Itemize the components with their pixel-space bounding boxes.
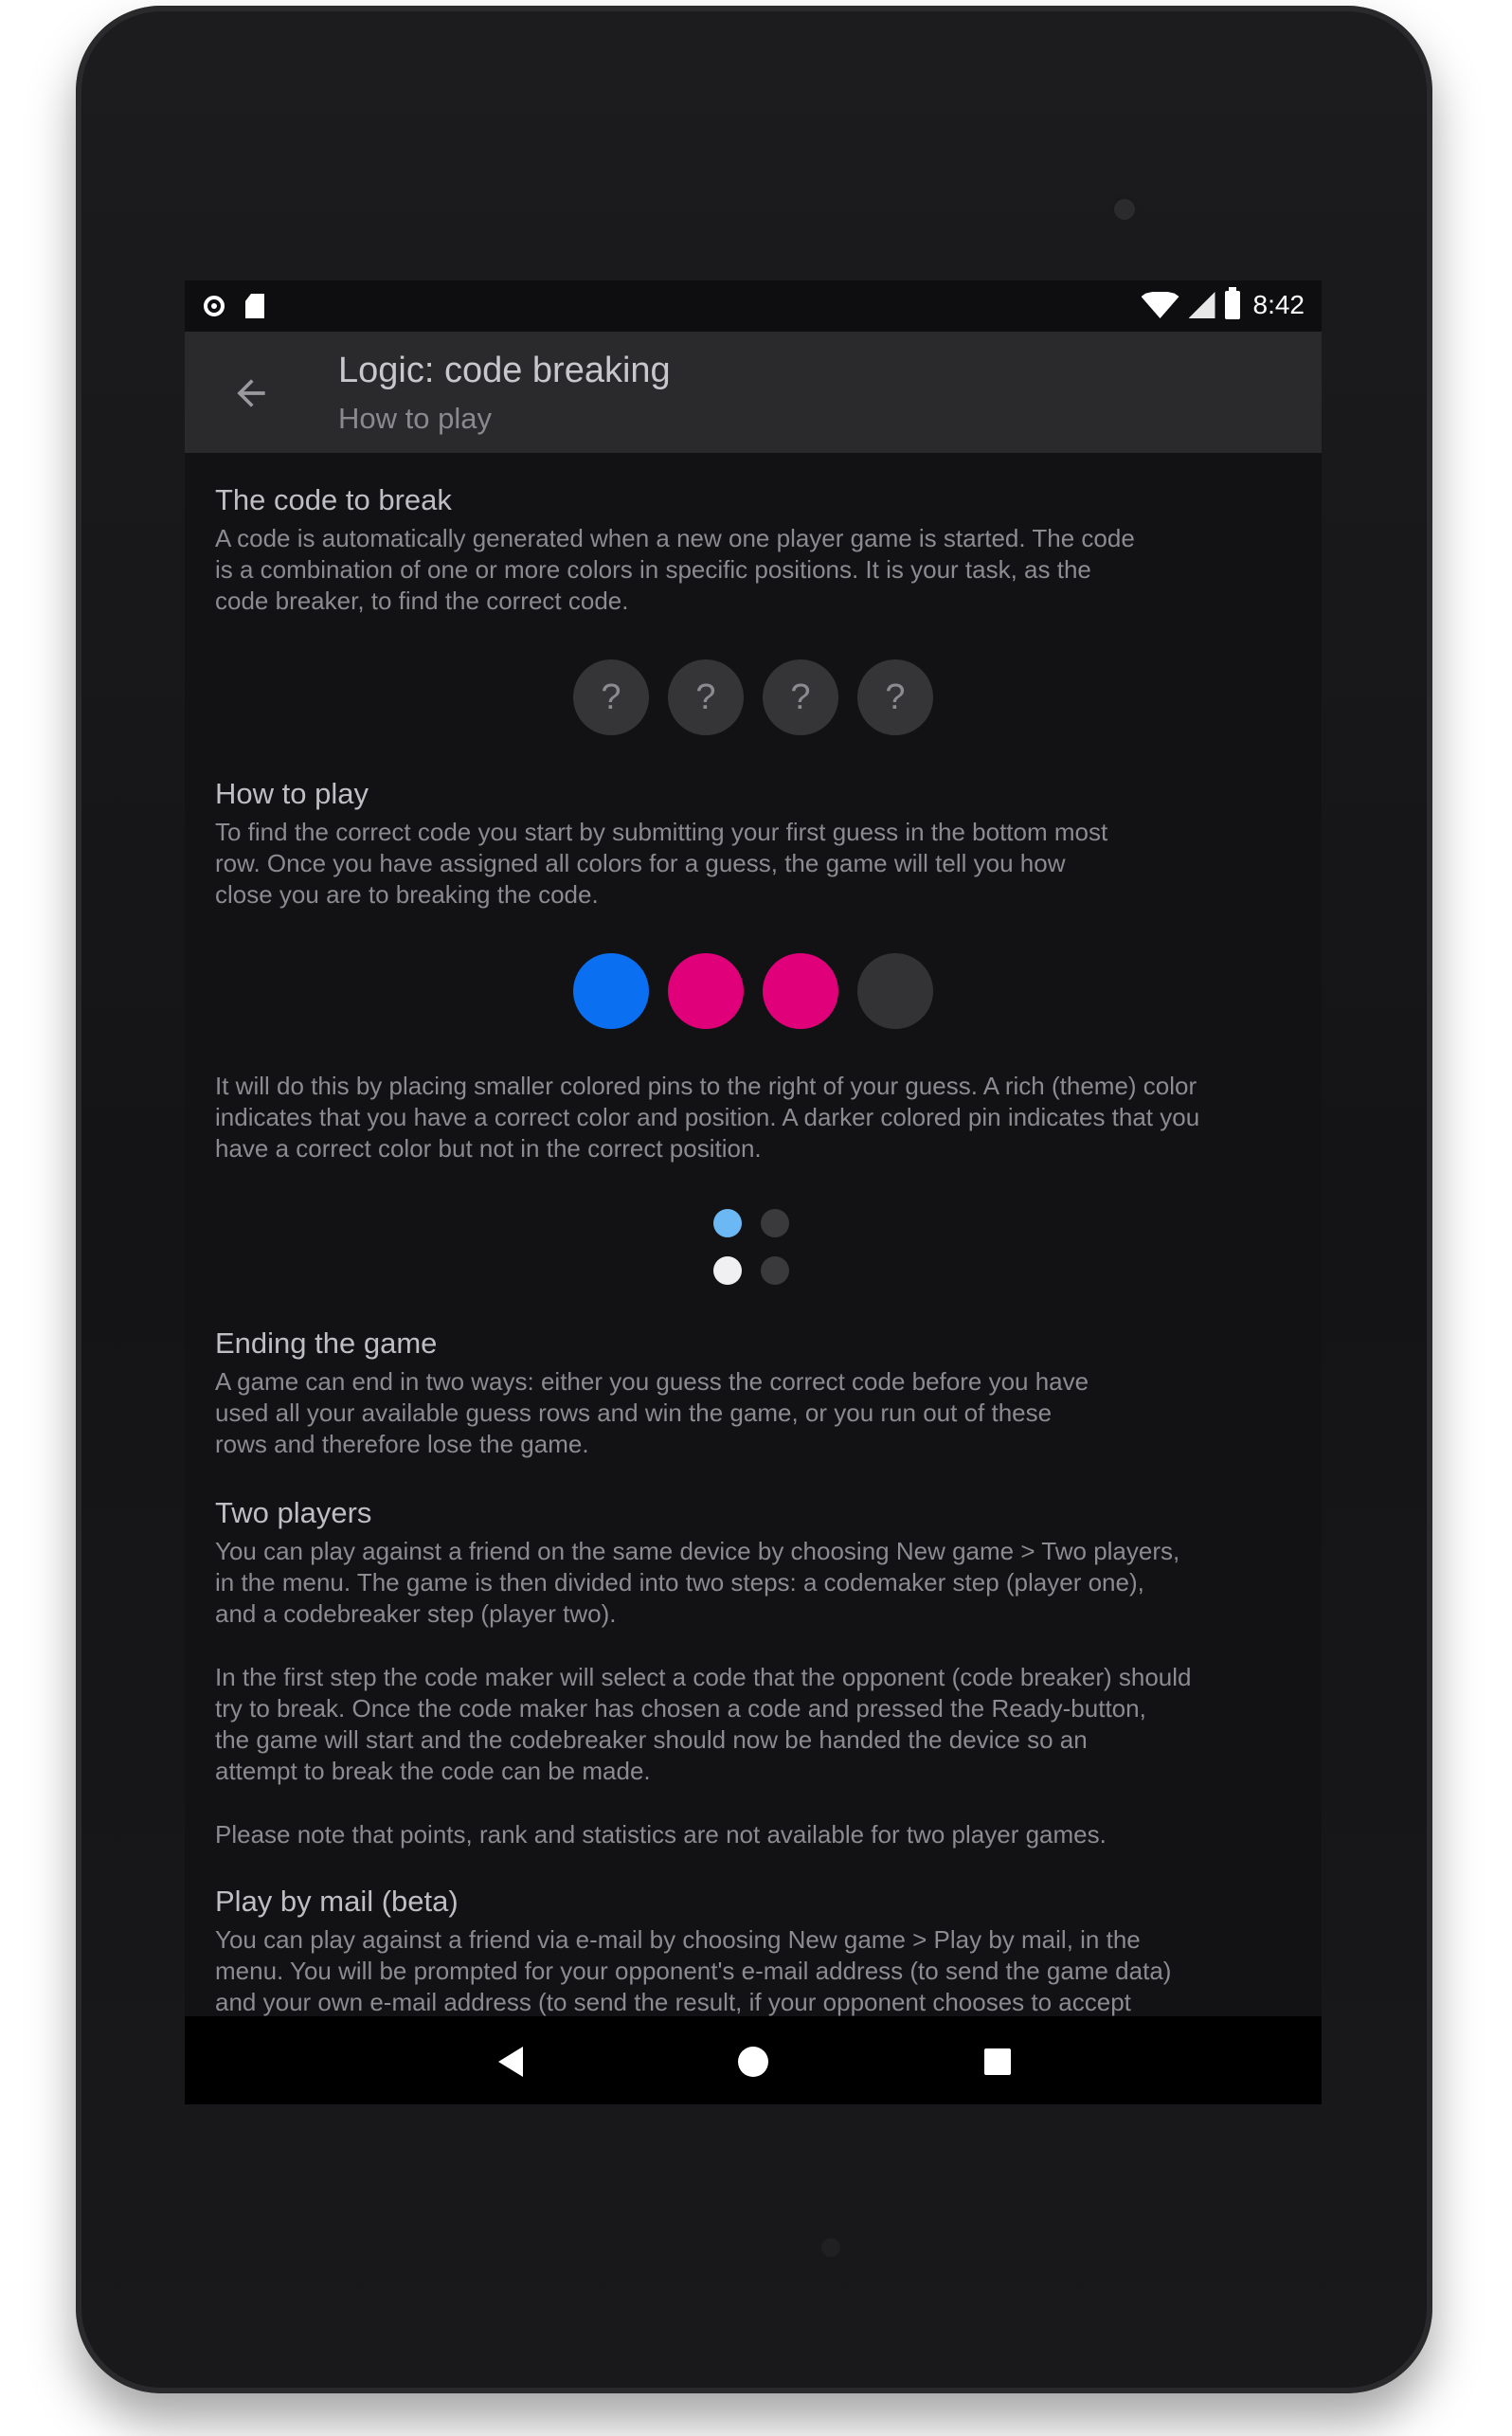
- hidden-peg: ?: [668, 659, 744, 735]
- section-body-two-players-3: Please note that points, rank and statistics are not available for two player games.: [215, 1820, 1107, 1849]
- notification-circle-icon: [204, 296, 225, 316]
- guess-peg: [763, 953, 838, 1029]
- screen: [185, 280, 1322, 2104]
- device-sensor: [821, 2238, 840, 2257]
- front-camera: [1108, 193, 1141, 226]
- app-bar: [185, 332, 1322, 453]
- section-heading-code-to-break: The code to break: [215, 483, 452, 516]
- nav-recents-button[interactable]: [979, 2043, 1017, 2081]
- section-body-ending: A game can end in two ways: either you guess the correct code before you have used all your available guess rows and win the game, or you run out of these rows and therefore lose the game.: [215, 1367, 1089, 1458]
- battery-icon: [1225, 291, 1240, 319]
- section-heading-ending: Ending the game: [215, 1326, 438, 1360]
- status-time: 8:42: [1252, 290, 1305, 319]
- section-body-two-players-2: In the first step the code maker will select a code that the opponent (code breaker) should try to break. Once the code maker has chosen a code and pressed the Ready-button, the game will start and the codebreaker should now be handed the device so an attempt to break the code can be made.: [215, 1663, 1192, 1785]
- feedback-pin: [713, 1256, 742, 1285]
- back-button[interactable]: [223, 370, 279, 417]
- nav-home-button[interactable]: [734, 2043, 772, 2081]
- navigation-bar: [185, 2016, 1322, 2104]
- circle-home-icon: [738, 2047, 768, 2077]
- hidden-peg: ?: [763, 659, 838, 735]
- section-body-two-players-1: You can play against a friend on the same device by choosing New game > Two players, in the menu. The game is then divided into two steps: a codemaker step (player one), and a codebreaker step (player two).: [215, 1537, 1180, 1628]
- section-body-code-to-break: A code is automatically generated when a new one player game is started. The code is a combination of one or more colors in specific positions. It is your task, as the code breaker, to find the correct code.: [215, 524, 1135, 615]
- wifi-icon: [1142, 292, 1179, 318]
- sd-card-icon: [245, 294, 264, 318]
- feedback-pin: [761, 1209, 789, 1237]
- help-content: [185, 453, 1322, 2016]
- section-heading-two-players: Two players: [215, 1496, 372, 1529]
- section-body-pins: It will do this by placing smaller colored pins to the right of your guess. A rich (theme) color indicates that you have a correct color and position. A darker colored pin indicates that you have a correct color but not in the correct position.: [215, 1072, 1200, 1163]
- section-body-play-by-mail: You can play against a friend via e-mail by choosing New game > Play by mail, in the menu. You will be prompted for your opponent's e-mail address (to send the game data) and your own e-mail address (to send the result, if your opponent chooses to accept: [215, 1925, 1172, 2016]
- guess-peg: [573, 953, 649, 1029]
- hidden-peg: ?: [573, 659, 649, 735]
- feedback-pin: [761, 1256, 789, 1285]
- cell-signal-icon: [1189, 292, 1215, 318]
- section-body-how-to-play: To find the correct code you start by submitting your first guess in the bottom most row. Once you have assigned all colors for a guess, the game will tell you how close you are to breaking the code.: [215, 818, 1108, 909]
- page-subtitle: How to play: [338, 402, 492, 435]
- section-heading-how-to-play: How to play: [215, 777, 369, 810]
- arrow-back-icon: [230, 372, 272, 414]
- section-heading-play-by-mail: Play by mail (beta): [215, 1885, 459, 1918]
- guess-peg: [857, 953, 933, 1029]
- square-recents-icon: [984, 2048, 1011, 2075]
- nav-back-button[interactable]: [493, 2043, 531, 2081]
- feedback-pin: [713, 1209, 742, 1237]
- hidden-peg: ?: [857, 659, 933, 735]
- page-title: Logic: code breaking: [338, 351, 671, 390]
- triangle-back-icon: [498, 2047, 523, 2077]
- guess-peg: [668, 953, 744, 1029]
- status-bar: [185, 280, 1322, 332]
